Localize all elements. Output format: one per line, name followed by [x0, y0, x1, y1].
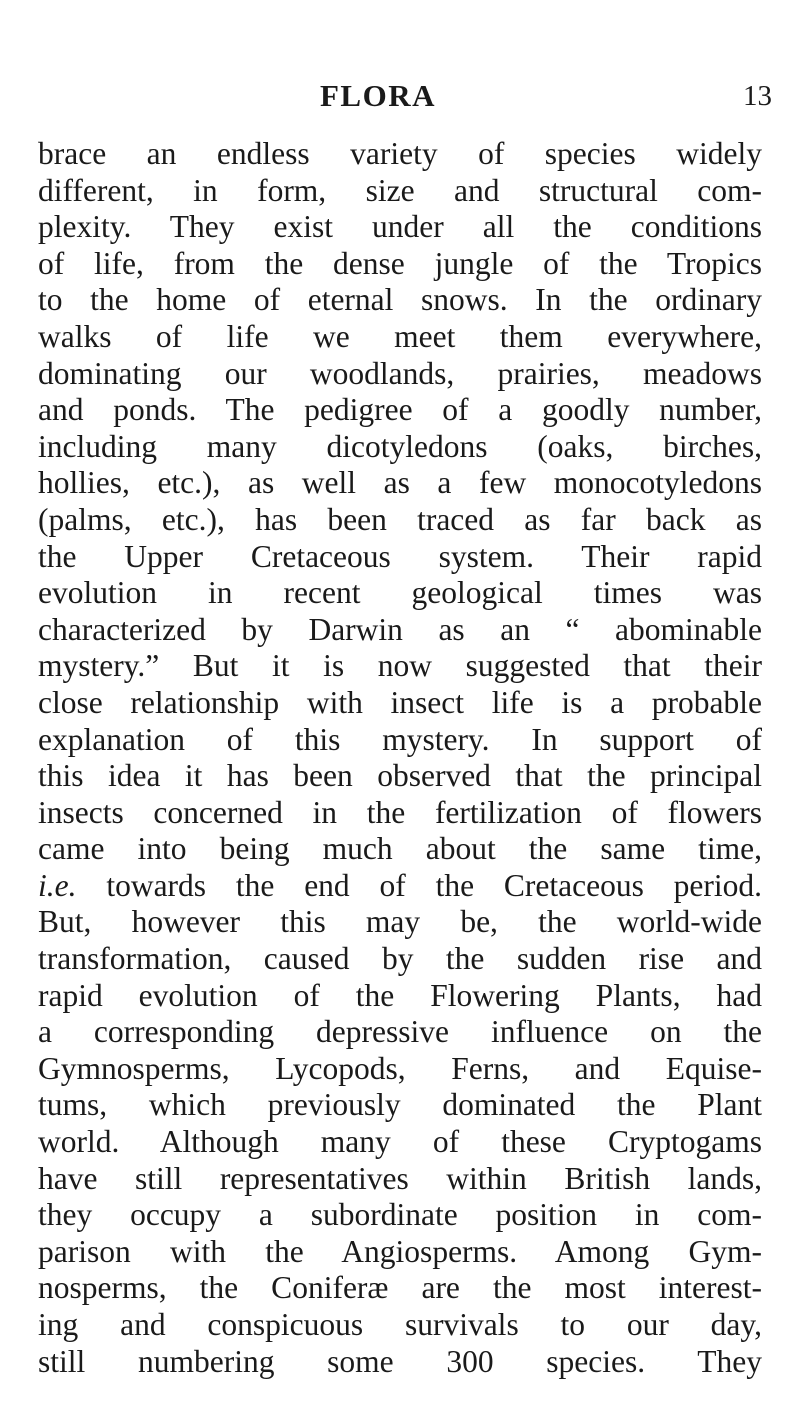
text-line: Gymnosperms, Lycopods, Ferns, and Equise-	[38, 1050, 762, 1086]
text-line: parison with the Angiosperms. Among Gym-	[38, 1233, 762, 1269]
text-line: mystery.” But it is now suggested that their	[38, 648, 762, 684]
text-line: walks of life we meet them everywhere,	[38, 318, 762, 354]
text-line: brace an endless variety of species widely	[38, 136, 762, 171]
text-line: have still representatives within British lands,	[38, 1160, 762, 1196]
running-head	[0, 76, 800, 116]
page-number: 13	[743, 80, 772, 112]
text-line: of life, from the dense jungle of the Tropics	[38, 245, 762, 281]
text-line: a corresponding depressive influence on the	[38, 1014, 762, 1050]
text-line: different, in form, size and structural com-	[38, 172, 762, 208]
text-line: this idea it has been observed that the principal	[38, 758, 762, 794]
text-line: including many dicotyledons (oaks, birches,	[38, 428, 762, 464]
text-line: tums, which previously dominated the Plant	[38, 1087, 762, 1123]
text-line: and ponds. The pedigree of a goodly number,	[38, 392, 762, 428]
text-line: to the home of eternal snows. In the ordinary	[38, 282, 762, 318]
text-line-with-abbreviation	[38, 868, 762, 905]
text-line: came into being much about the same time,	[38, 831, 762, 867]
text-line: evolution in recent geological times was	[38, 575, 762, 611]
text-line: rapid evolution of the Flowering Plants, had	[38, 977, 762, 1013]
running-title: FLORA	[320, 78, 436, 113]
text-line: hollies, etc.), as well as a few monocotyledons	[38, 465, 762, 501]
text-line: characterized by Darwin as an “ abominable	[38, 611, 762, 647]
text-line: ing and conspicuous survivals to our day,	[38, 1307, 762, 1342]
text-line: the Upper Cretaceous system. Their rapid	[38, 538, 762, 574]
text-line: plexity. They exist under all the conditions	[38, 209, 762, 245]
text-line: transformation, caused by the sudden rise and	[38, 941, 762, 977]
text-line: they occupy a subordinate position in com-	[38, 1197, 762, 1233]
body-text	[38, 136, 762, 1380]
text-line-rest: towards the end of the Cretaceous period.	[106, 867, 763, 903]
text-line: insects concerned in the fertilization of flowers	[38, 794, 762, 830]
text-line: close relationship with insect life is a probable	[38, 684, 762, 720]
text-line: still numbering some 300 species. They	[38, 1343, 762, 1379]
text-line: dominating our woodlands, prairies, meadows	[38, 355, 762, 391]
text-line: explanation of this mystery. In support of	[38, 721, 762, 757]
text-line: nosperms, the Coniferæ are the most interest-	[38, 1270, 762, 1306]
ie-abbreviation: i.e.	[38, 867, 77, 903]
text-line: world. Although many of these Cryptogams	[38, 1124, 762, 1160]
text-line: But, however this may be, the world-wide	[38, 904, 762, 940]
text-line: (palms, etc.), has been traced as far back as	[38, 501, 762, 537]
